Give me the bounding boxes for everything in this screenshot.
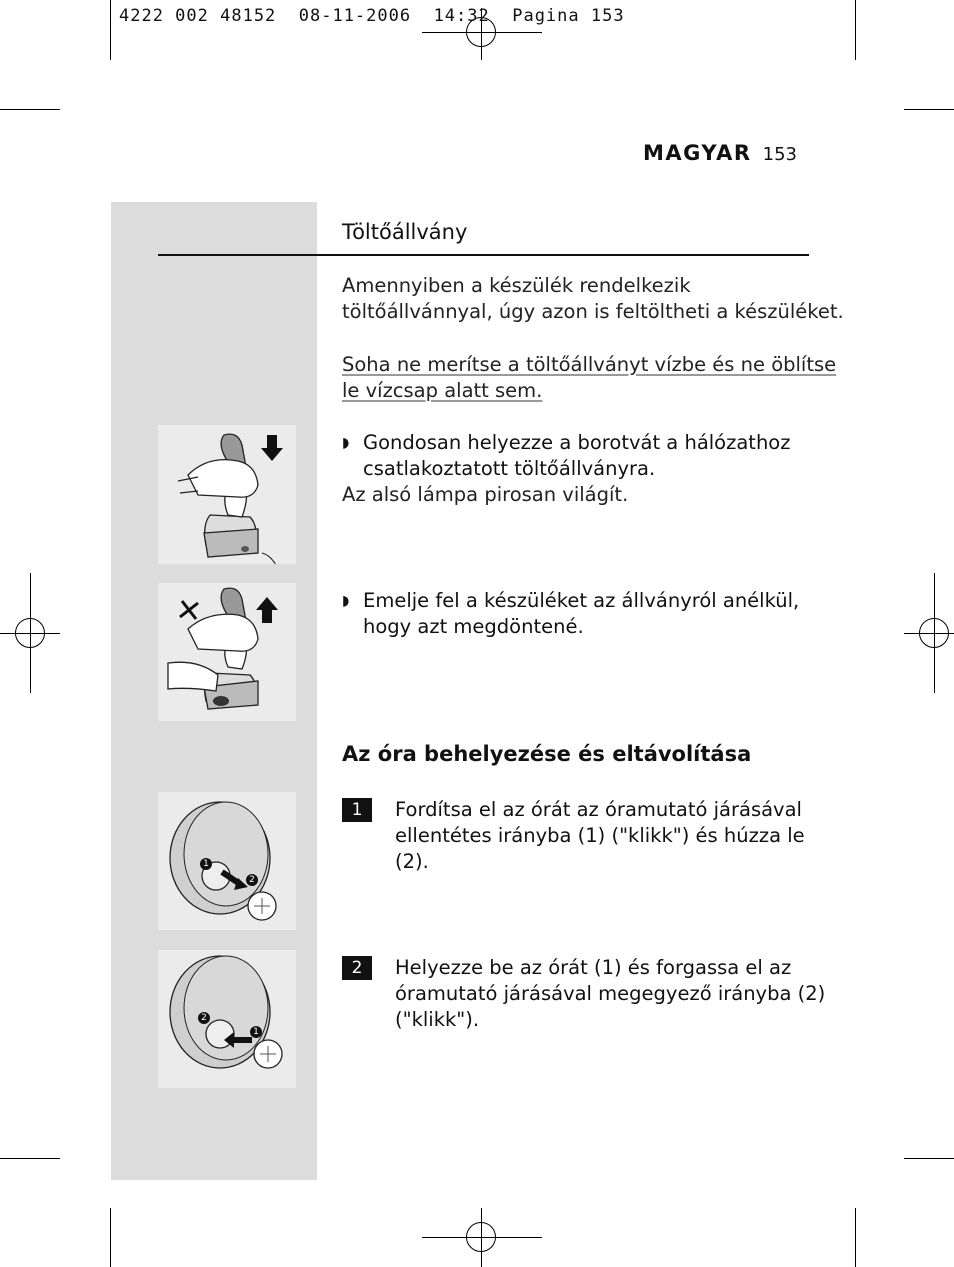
crop-mark: [110, 1208, 111, 1267]
step-note: Az alsó lámpa pirosan világít.: [342, 483, 629, 506]
step-line: Gondosan helyezze a borotvát a hálózathoz: [363, 431, 791, 454]
step-line: csatlakoztatott töltőállványra.: [363, 457, 656, 480]
step-insert-clock: [395, 955, 825, 1033]
arrow-up-icon: [256, 597, 278, 623]
step-place-shaver: [363, 430, 790, 482]
arrow-down-icon: [261, 435, 283, 461]
section-rule: [158, 254, 809, 256]
print-slug: 4222 002 48152 08-11-2006 14:32 Pagina 153: [119, 6, 625, 26]
step-marker-1: 1: [250, 1026, 262, 1038]
step-line: ellentétes irányba (1) ("klikk") és húzza le: [395, 824, 805, 847]
crop-mark: [0, 109, 60, 110]
step-line: hogy azt megdöntené.: [363, 615, 584, 638]
illustration-insert-clock: [158, 950, 296, 1088]
step-line: (2).: [395, 850, 429, 873]
crop-mark: [904, 109, 954, 110]
page-number: 153: [762, 144, 797, 165]
crop-mark: [0, 1158, 60, 1159]
no-tilt-icon: [176, 597, 202, 623]
illustration-remove-clock: [158, 792, 296, 930]
warning-text: [342, 352, 836, 404]
step-line: Helyezze be az órát (1) és forgassa el az: [395, 956, 792, 979]
bullet-icon: ◗: [342, 593, 350, 609]
warning-line: le vízcsap alatt sem.: [342, 379, 543, 402]
language-label: MAGYAR: [643, 141, 752, 165]
intro-line: töltőállvánnyal, úgy azon is feltöltheti a készüléket.: [342, 300, 844, 323]
illustration-lift-shaver: [158, 583, 296, 721]
bullet-icon: ◗: [342, 435, 350, 451]
section-title: Töltőállvány: [342, 220, 468, 244]
intro-text: [342, 273, 844, 325]
step-marker-2: 2: [198, 1012, 210, 1024]
step-line: Emelje fel a készüléket az állványról anélkül,: [363, 589, 800, 612]
step-number-2: 2: [342, 956, 372, 980]
step-marker-2: 2: [246, 874, 258, 886]
step-marker-1: 1: [200, 858, 212, 870]
step-remove-clock: [395, 797, 805, 875]
intro-line: Amennyiben a készülék rendelkezik: [342, 274, 691, 297]
warning-line: Soha ne merítse a töltőállványt vízbe és ne öblítse: [342, 353, 837, 376]
crop-mark: [855, 1208, 856, 1267]
step-lift-shaver: [363, 588, 799, 640]
crop-mark: [110, 0, 111, 60]
section-heading: Az óra behelyezése és eltávolítása: [342, 742, 752, 766]
step-line: óramutató járásával megegyező irányba (2): [395, 982, 826, 1005]
step-line: Fordítsa el az órát az óramutató járásával: [395, 798, 802, 821]
crop-mark: [855, 0, 856, 60]
running-head: [643, 141, 797, 165]
illustration-place-shaver: [158, 425, 296, 564]
crop-mark: [904, 1158, 954, 1159]
step-line: ("klikk").: [395, 1008, 480, 1031]
step-number-1: 1: [342, 798, 372, 822]
